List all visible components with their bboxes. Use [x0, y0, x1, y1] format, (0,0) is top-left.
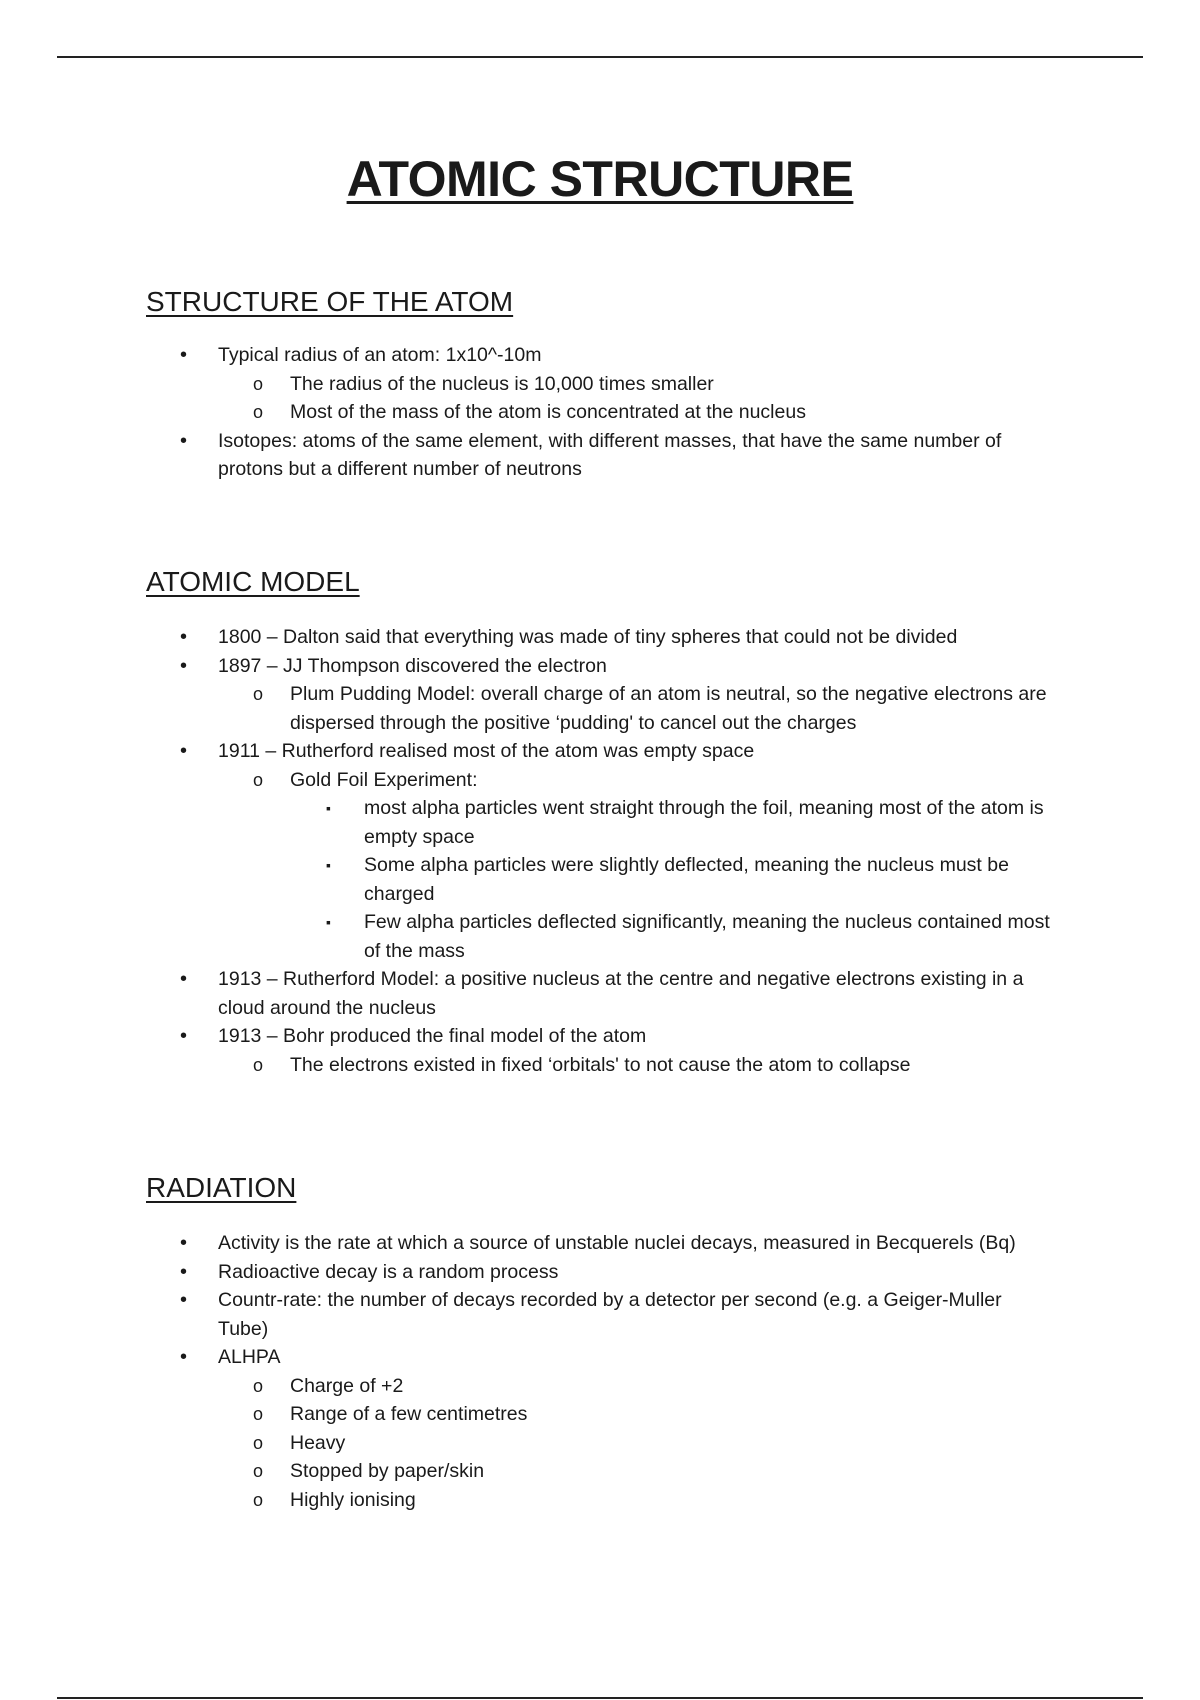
- circle-bullet-icon: o: [253, 1461, 264, 1481]
- list-item: o Gold Foil Experiment:: [290, 766, 1050, 795]
- list-item: o Charge of +2: [290, 1372, 1050, 1401]
- circle-bullet-icon: o: [253, 1054, 264, 1075]
- circle-bullet-icon: o: [253, 402, 264, 422]
- list-item: o The radius of the nucleus is 10,000 times smaller: [290, 370, 1050, 399]
- list-item: • Isotopes: atoms of the same element, with different masses, that have the same number of protons but a different number of neutrons: [218, 427, 1048, 484]
- list-item: o Plum Pudding Model: overall charge of an atom is neutral, so the negative electrons are dispersed through the positive ‘pudding' to cancel out the charges: [290, 680, 1050, 737]
- list-item: • Radioactive decay is a random process: [218, 1258, 1048, 1287]
- list-item: • ALHPA: [218, 1343, 1048, 1372]
- bullet-icon: •: [180, 1025, 188, 1047]
- section-heading-structure: STRUCTURE OF THE ATOM: [146, 286, 514, 317]
- list-item: o Range of a few centimetres: [290, 1400, 1050, 1429]
- bullet-icon: •: [180, 344, 188, 366]
- bullet-icon: •: [180, 654, 188, 677]
- circle-bullet-icon: o: [253, 769, 264, 790]
- bullet-icon: •: [180, 740, 188, 762]
- list-item: • 1897 – JJ Thompson discovered the electron: [218, 652, 1048, 681]
- circle-bullet-icon: o: [253, 1489, 264, 1510]
- list-item: ▪ Some alpha particles were slightly deflected, meaning the nucleus must be charged: [364, 851, 1054, 908]
- list-item: • 1913 – Rutherford Model: a positive nucleus at the centre and negative electrons existing in a cloud around the nucleus: [218, 965, 1048, 1022]
- section-list-atomic-model: [0, 623, 1200, 1079]
- square-bullet-icon: ▪: [326, 857, 331, 873]
- list-item: o Highly ionising: [290, 1486, 1050, 1515]
- section-list-radiation: [0, 1229, 1200, 1514]
- circle-bullet-icon: o: [253, 684, 264, 704]
- square-bullet-icon: ▪: [326, 914, 331, 930]
- bottom-rule: [57, 1697, 1143, 1699]
- section-heading-radiation: RADIATION: [146, 1172, 297, 1203]
- list-item: o Most of the mass of the atom is concentrated at the nucleus: [290, 398, 1050, 427]
- bullet-icon: •: [180, 1232, 188, 1254]
- bullet-icon: •: [180, 626, 188, 648]
- circle-bullet-icon: o: [253, 1404, 264, 1424]
- section-heading-atomic-model: ATOMIC MODEL: [146, 566, 360, 597]
- bullet-icon: •: [180, 429, 188, 452]
- list-item: o Heavy: [290, 1429, 1050, 1458]
- top-rule: [57, 56, 1143, 58]
- bullet-icon: •: [180, 1289, 188, 1311]
- list-item: ▪ Few alpha particles deflected significantly, meaning the nucleus contained most of the mass: [364, 908, 1054, 965]
- list-item: o The electrons existed in fixed ‘orbitals' to not cause the atom to collapse: [290, 1051, 1050, 1080]
- bullet-icon: •: [180, 1346, 188, 1368]
- list-item: • 1913 – Bohr produced the final model of the atom: [218, 1022, 1048, 1051]
- list-item: • Activity is the rate at which a source of unstable nuclei decays, measured in Becquerels (Bq): [218, 1229, 1048, 1258]
- list-item: o Stopped by paper/skin: [290, 1457, 1050, 1486]
- circle-bullet-icon: o: [253, 1375, 264, 1396]
- list-item: • 1800 – Dalton said that everything was made of tiny spheres that could not be divided: [218, 623, 1048, 652]
- list-item: • 1911 – Rutherford realised most of the atom was empty space: [218, 737, 1048, 766]
- circle-bullet-icon: o: [253, 1432, 264, 1453]
- circle-bullet-icon: o: [253, 373, 264, 394]
- page-title: ATOMIC STRUCTURE: [346, 151, 854, 207]
- list-item: • Countr-rate: the number of decays recorded by a detector per second (e.g. a Geiger-Muller Tube): [218, 1286, 1048, 1343]
- list-item: ▪ most alpha particles went straight through the foil, meaning most of the atom is empty space: [364, 794, 1054, 851]
- section-list-structure: [0, 341, 1200, 484]
- square-bullet-icon: ▪: [326, 800, 331, 816]
- bullet-icon: •: [180, 1260, 188, 1283]
- bullet-icon: •: [180, 968, 188, 990]
- list-item: • Typical radius of an atom: 1x10^-10m: [218, 341, 1048, 370]
